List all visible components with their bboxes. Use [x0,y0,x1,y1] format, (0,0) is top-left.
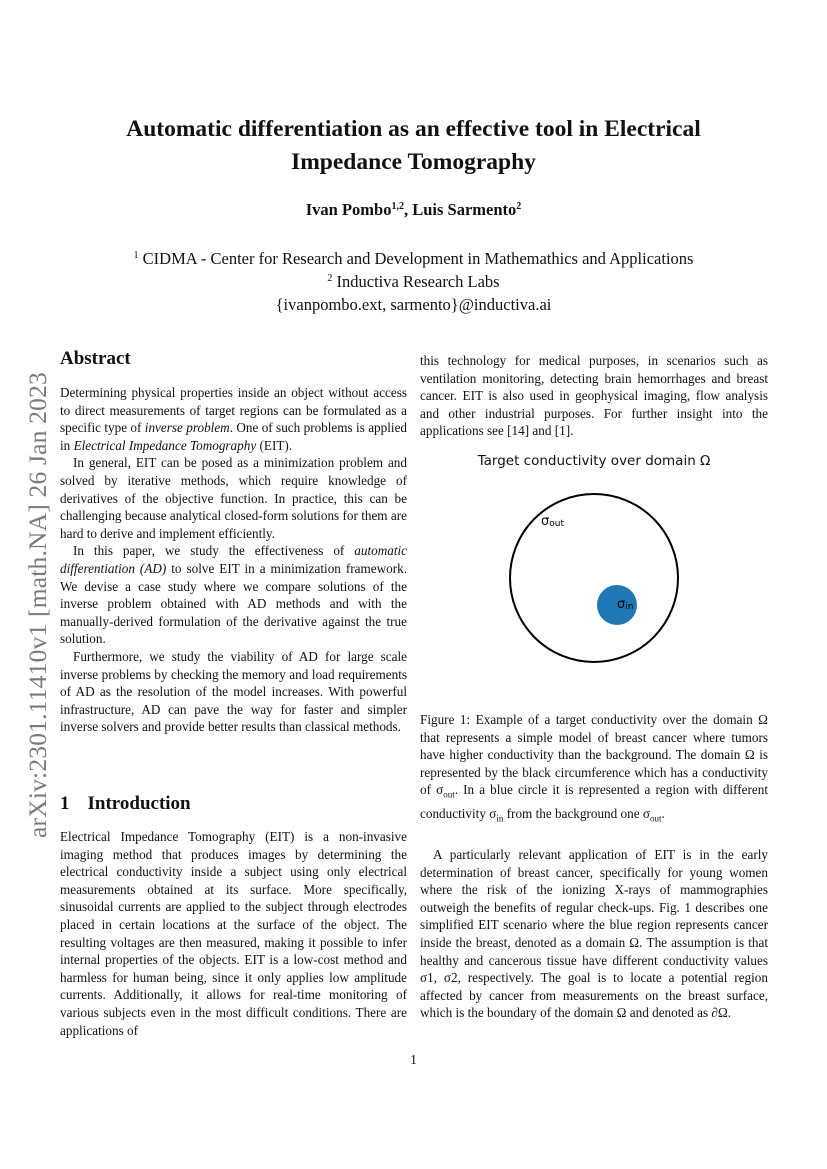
caption-part: . In a blue circle it is represented a region with different conductivity σ [420,782,768,821]
author-1-affiliation: 1,2 [391,201,404,212]
abstract-paragraph-1 [60,384,407,454]
affiliations [60,247,767,316]
abstract-heading: Abstract [60,348,131,369]
paper-title [60,113,767,179]
abstract-paragraph-2: In general, EIT can be posed as a minimization problem and solved by iterative methods, which require knowledge of derivatives of the objective function. In practice, this can be challenging because analytical closed-form solutions for them are hard to derive and implement efficiently. [60,455,407,541]
affiliation-2-marker: 2 [327,273,333,284]
caption-part: Figure 1: Example of a target conductivity over the domain Ω that represents a simple model of breast cancer where tumors have higher conductivity than the background. The domain Ω is represented by the black circumference which has a conductivity of σ [420,712,768,798]
affiliation-1-text: CIDMA - Center for Research and Development in Mathemathics and Applications [138,249,694,268]
right-column-paragraph-2 [420,846,768,1022]
introduction-body [60,828,407,1039]
caption-text [420,711,768,828]
abstract-emphasis: automatic differentiation (AD) [60,543,407,576]
introduction-heading [60,793,191,815]
domain-boundary-circle [510,494,678,662]
caption-part: . [661,805,665,821]
contact-email: {ivanpombo.ext, sarmento}@inductiva.ai [275,295,552,314]
author-2-affiliation: 2 [516,201,522,212]
figure-1 [420,447,768,697]
abstract-text: . One of such problems is applied in [60,420,408,453]
section-number: 1 [60,793,70,814]
abstract-emphasis: Electrical Impedance Tomography [73,437,257,453]
sigma-out-label [541,514,564,529]
affiliation-2-text: Inductiva Research Labs [332,272,500,291]
title-line-2: Impedance Tomography [291,149,536,175]
title-line-1: Automatic differentiation as an effective tool in Electrical [126,116,701,142]
arxiv-identifier: arXiv:2301.11410v1 [math.NA] 26 Jan 2023 [23,372,52,838]
author-1: Ivan Pombo [305,200,392,219]
abstract-body [60,384,407,736]
arxiv-sidebar [22,345,54,865]
abstract-emphasis: inverse problem [144,420,230,436]
caption-subscript: in [496,813,504,824]
breast-cancer-paragraph: A particularly relevant application of EIT is in the early determination of breast cancer, specifically for young women where the risk of the ionizing X-rays of mammographies outweigh the benefits of regular check-ups. Fig. 1 describes one simplified EIT scenario where the blue region represents cancer inside the breast, denoted as a domain Ω. The assumption is that healthy and cancerous tissue have different conductivity values σ1, σ2, respectively. The goal is to locate a potential region affected by cancer from measurements on the breast surface, which is the boundary of the domain Ω and denoted as ∂Ω. [420,847,768,1021]
abstract-text: Determining physical properties inside an object without access to direct measurements of target regions can be formulated as a specific type of [60,385,407,436]
intro-continuation: this technology for medical purposes, in scenarios such as ventilation monitoring, detecting brain hemorrhages and breast cancer. EIT is also used in geophysical imaging, flow analysis and other industrial purposes. For further insight into the applications see [14] and [1]. [420,353,768,439]
figure-title: Target conductivity over domain Ω [477,453,711,469]
abstract-paragraph-4: Furthermore, we study the viability of AD for large scale inverse problems by checking the memory and load requirements of AD as the resolution of the model increases. With powerful infrastructure, AD can pave the way for faster and simpler inverse solvers and provide better results than classical methods. [60,648,407,735]
right-column-paragraph [420,352,768,440]
author-2: Luis Sarmento [412,200,517,219]
affiliation-1 [60,247,767,270]
sigma-symbol: σ [541,514,550,529]
affiliation-2 [60,270,767,293]
sigma-out-subscript: out [549,519,564,529]
page-number: 1 [410,1052,417,1067]
author-separator: , [403,200,413,219]
abstract-paragraph-3 [60,542,407,648]
introduction-paragraph-1: Electrical Impedance Tomography (EIT) is a non-invasive imaging method that produces images by determining the electrical conductivity inside a subject using only electrical measurements obtained at its surface. More specifically, sinusoidal currents are applied to the subject through electrodes placed in certain locations at the surface of the object. The resulting voltages are then measured, making it possible to infer internal properties of the objects. EIT is a low-cost method and harmless for human being, since it only applies low amplitude currents. Additionally, it allows for real-time monitoring of various subjects even in the most difficult conditions. There are applications of [60,829,407,1038]
abstract-text: In this paper, we study the effectiveness of [73,543,355,559]
affiliation-1-marker: 1 [133,250,139,261]
author-list [60,200,767,220]
caption-subscript: out [650,813,662,824]
figure-caption [420,711,768,828]
section-title: Introduction [87,793,191,814]
abstract-text: (EIT). [256,437,293,453]
caption-part: from the background one σ [503,805,650,821]
caption-subscript: out [443,790,455,801]
sigma-symbol: σ [617,597,626,612]
abstract-text: to solve EIT in a minimization framework. We devise a case study where we compare solutions of the inverse problem obtained with AD methods and with the manually-derived formulation of the derivative against the true solution. [60,560,407,647]
sigma-in-subscript: in [625,602,634,612]
conductivity-figure [420,447,768,697]
